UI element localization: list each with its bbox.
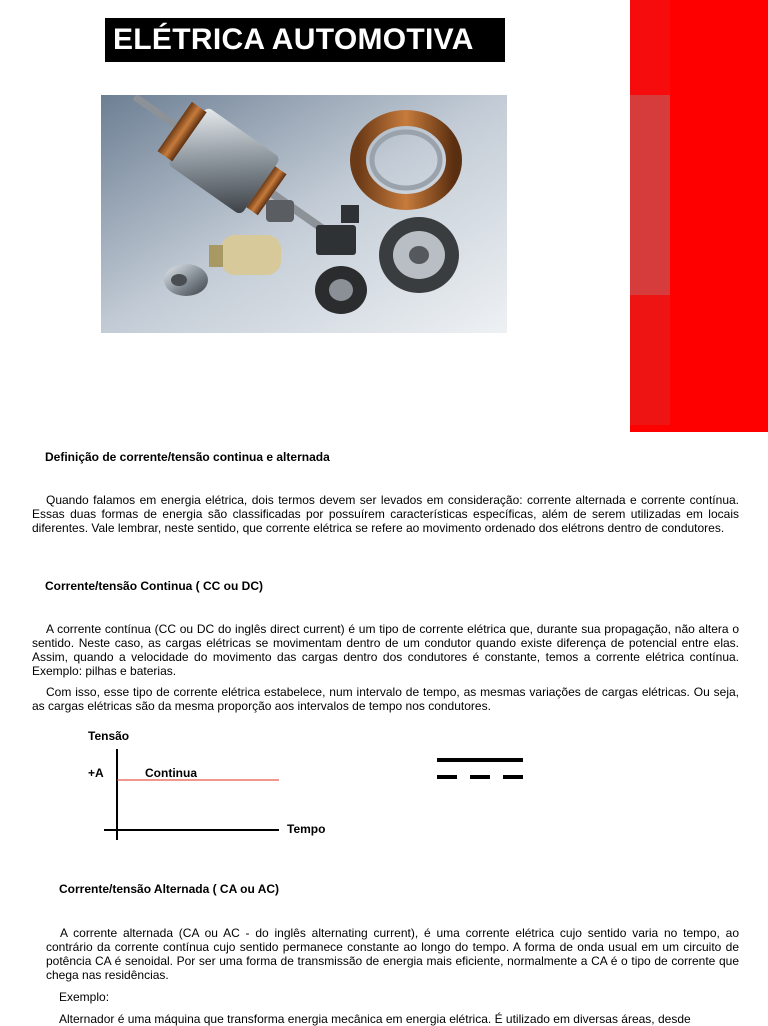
heading-ac: Corrente/tensão Alternada ( CA ou AC) — [59, 882, 280, 896]
dc-symbol-icon — [437, 757, 527, 787]
dc-voltage-graph — [80, 725, 350, 845]
example-label: Exemplo: — [59, 990, 110, 1004]
graph-x-label: Tempo — [287, 822, 326, 836]
heading-definition: Definição de corrente/tensão continua e alternada — [45, 450, 330, 464]
alternator-parts-photo — [101, 95, 507, 333]
paragraph-definition: Quando falamos em energia elétrica, dois termos devem ser levados em consideração: corrente alternada e corrente contínua. Essas duas formas de energia são classificadas por possuírem características específicas, além de serem utilizadas em locais diferentes. Vale lembrar, neste sentido, que corrente elétrica se refere ao movimento ordenado dos elétrons dentro de condutores. — [32, 493, 739, 535]
page-title: ELÉTRICA AUTOMOTIVA — [105, 18, 505, 62]
paragraph-ac: A corrente alternada (CA ou AC - do inglês alternating current), é uma corrente elétrica cujo sentido varia no tempo, ao contrário da corrente contínua cujo sentido permanece constante ao longo do tempo. A forma de onda usual em um circuito de potência CA é senoidal. Por ser uma forma de transmissão de energia mais eficiente, normalmente a CA é o tipo de corrente que chega nas residências. — [46, 926, 739, 982]
graph-level-label: +A — [88, 766, 104, 780]
graph-line-label: Continua — [145, 766, 197, 780]
red-side-band — [630, 0, 768, 432]
graph-y-label: Tensão — [88, 729, 130, 743]
paragraph-example: Alternador é uma máquina que transforma energia mecânica em energia elétrica. É utilizado em diversas áreas, desde — [59, 1012, 691, 1026]
paragraph-dc-1: A corrente contínua (CC ou DC do inglês direct current) é um tipo de corrente elétrica que, durante sua propagação, não altera o sentido. Neste caso, as cargas elétricas se movimentam dentro de um condutor quando existe diferença de potencial entre elas. Assim, quando a velocidade do movimento das cargas dentro dos condutores é constante, temos a corrente elétrica contínua. Exemplo: pilhas e baterias. — [32, 622, 739, 678]
heading-dc: Corrente/tensão Continua ( CC ou DC) — [45, 579, 263, 593]
paragraph-dc-2: Com isso, esse tipo de corrente elétrica estabelece, num intervalo de tempo, as mesmas variações de cargas elétricas. Ou seja, as cargas elétricas são da mesma proporção aos intervalos de tempo nos condutores. — [32, 685, 739, 713]
